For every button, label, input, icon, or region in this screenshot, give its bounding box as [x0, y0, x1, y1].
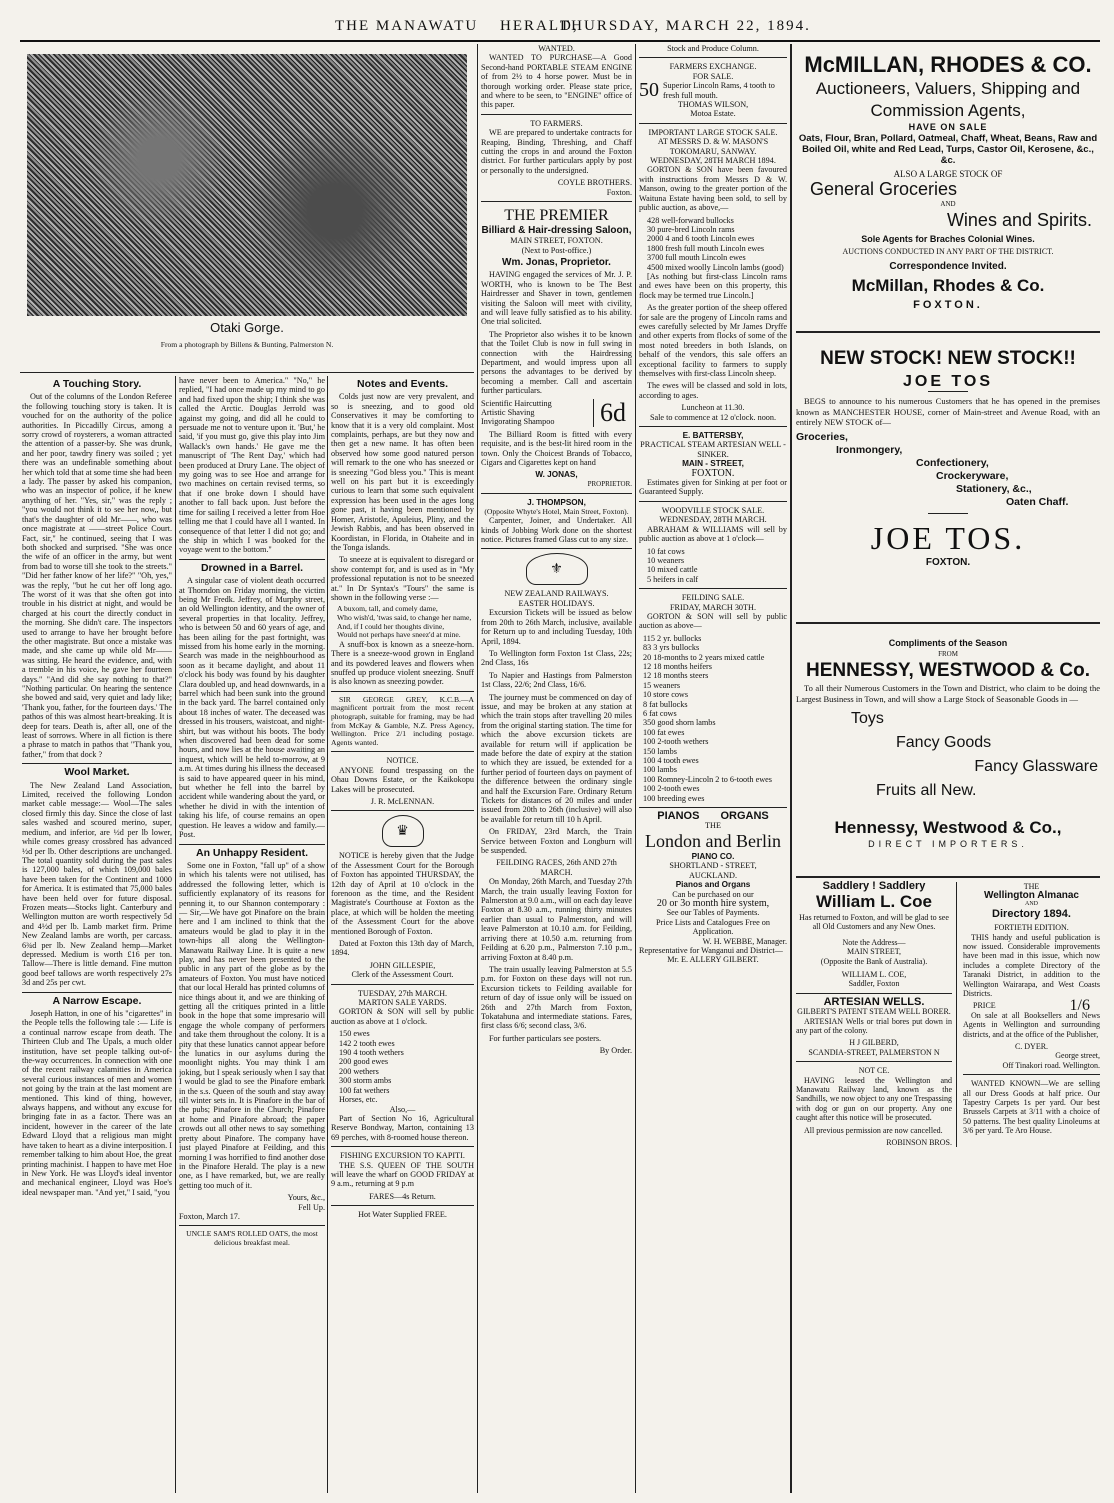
- premier-text-1: HAVING engaged the services of Mr. J. P. WORTH, who is known to be The Best Hairdresser and Shaver in town, gentlemen visiting the Saloon will meet with civility, and will leave fully satisfied as to his ability. One trial solicited.: [481, 270, 632, 327]
- excursion-heading: FISHING EXCURSION TO KAPITI.: [340, 1151, 465, 1161]
- service-list: [481, 399, 594, 427]
- feilding-date: FRIDAY, MARCH 30TH.: [670, 602, 756, 612]
- list-item: 10 store cows: [643, 690, 689, 700]
- list-item: 1800 fresh full mouth Lincoln ewes: [647, 243, 765, 253]
- feilding-heading: FEILDING SALE.: [681, 593, 745, 603]
- large-sale-classes: The ewes will be classed and sold in lots, according to ages.: [639, 381, 787, 400]
- coe-street: MAIN STREET,: [846, 947, 902, 957]
- letter-signer: Fell Up.: [298, 1202, 325, 1212]
- sandhills-notice: HAVING leased the Wellington and Manawatu Railway land, known as the Sandhills, we now object to any one Trespassing with dog or gun on our property. Any one caught after this notice will be prosecuted.: [796, 1075, 952, 1123]
- service-item: Artistic Shaving: [481, 408, 535, 417]
- large-sale-text: GORTON & SON have been favoured with instructions from Messrs D & W. Manson, owing to the greater portion of the Waituna Estate having been sold, to sell by public auction, as above,—: [639, 165, 787, 213]
- divider: [796, 622, 1100, 624]
- artesian-heading: ARTESIAN WELLS.: [823, 995, 925, 1008]
- list-item: 428 well-forward bullocks: [647, 215, 734, 225]
- masthead-date: THURSDAY, MARCH 22, 1894.: [560, 18, 811, 34]
- story-headline: A Touching Story.: [52, 378, 142, 390]
- fancy-glassware: Fancy Glassware: [974, 758, 1098, 775]
- notice-heading: NOT CE.: [858, 1066, 890, 1076]
- coat-of-arms-icon: ♛: [382, 815, 424, 847]
- verse-line: A buxom, tall, and comely dame,: [337, 604, 438, 614]
- railway-text-3: To Napier and Hastings from Palmerston 1st Class, 22/6; 2nd Class, 16/6.: [481, 670, 632, 690]
- list-item: 5 heifers in calf: [647, 574, 699, 584]
- letter-sign: Yours, &c.,: [287, 1193, 325, 1203]
- piano-lists: Price Lists and Catalogues Free on Application.: [656, 917, 770, 937]
- wanted-heading: WANTED.: [538, 44, 575, 53]
- railway-heading: NEW ZEALAND RAILWAYS.: [504, 589, 609, 599]
- divider: [481, 114, 632, 115]
- assessment-notice: NOTICE is hereby given that the Judge of the Assessment Court for the Borough of Foxton has appointed THURSDAY, the 12th day of April at 10 o'clock in the forenoon as the time, and the Resident Magistrate's Courthouse at Foxton as the place, at which will be holden the meeting of the Assessment Court for the above mentioned Borough of Foxton.: [331, 851, 474, 936]
- almanac-title: Wellington Almanac: [983, 889, 1079, 901]
- dyer-name: C. DYER.: [1014, 1042, 1049, 1051]
- gilberd-name: H J GILBERD,: [849, 1038, 899, 1048]
- coe-address-label: Note the Address—: [842, 937, 906, 947]
- list-item: 100 lambs: [643, 765, 677, 775]
- compliments: Compliments of the Season: [888, 638, 1008, 648]
- goods-item: Confectionery,: [916, 456, 989, 469]
- goods-item: Crockeryware,: [936, 469, 1009, 482]
- almanac-the: THE: [1023, 881, 1040, 891]
- trespass-notice: ANYONE found trespassing on the Ohau Downs Estate, or the Kaikokopu Lakes will be prosecuted.: [331, 765, 474, 794]
- list-item: 12 18 months heifers: [643, 661, 712, 671]
- divider: [179, 1225, 325, 1226]
- coe-name: William L. Coe: [815, 891, 933, 911]
- divider: [481, 493, 632, 494]
- sale-intro: GORTON & SON will sell by public auction as above at 1 o'clock.: [331, 1007, 474, 1026]
- notes-headline: Notes and Events.: [356, 378, 449, 390]
- large-sale-note: [As nothing but first-class Lincoln rams and ewes have been on this property, this flock may be termed true Lincoln.]: [639, 271, 787, 300]
- list-item: 100 2-tooth wethers: [643, 737, 709, 747]
- billiard-text: The Billiard Room is fitted with every requisite, and is the best-lit hired room in the town. Only the Choicest Brands of Tobacco, Cigars and Cigarettes kept on hand: [481, 429, 632, 468]
- correspondence: Correspondence Invited.: [889, 260, 1007, 272]
- from-label: FROM: [938, 649, 958, 658]
- assessment-date: Dated at Foxton this 13th day of March, 1894.: [331, 939, 474, 958]
- woodville-date: WEDNESDAY, 28TH MARCH.: [659, 515, 767, 525]
- piano-purchase: Can be purchased on our: [672, 889, 754, 899]
- photo-block: [20, 44, 474, 370]
- almanac-sale: On sale at all Booksellers and News Agents in Wellington and surrounding districts, and at the office of the Publisher,: [963, 1010, 1100, 1039]
- list-item: 100 4 tooth ewes: [643, 756, 699, 766]
- races-text-1: On Monday, 26th March, and Tuesday 27th March, the train usually leaving Foxton for Palmerston at 9.0 a.m., will on each day leave Foxton at 8.30 a.m., running thirty minutes earlier than usual to Palmerston, and will leave Palmerston at 10.10 a.m. for Feilding, arriving there at 10.50 a.m. returning from Feilding at 6.20 p.m., Palmerston 7.10 p.m., arriving Foxton at 8.40 p.m.: [481, 877, 632, 962]
- divider: [639, 123, 787, 124]
- list-item: 300 storm ambs: [339, 1076, 392, 1086]
- hennessy-title: HENNESSY, WESTWOOD & Co.: [806, 660, 1090, 681]
- joe-tos-text: BEGS to announce to his numerous Customers that he has opened in the premises known as MANCHESTER HOUSE, corner of Main-street and Avenue Road, with an entirely NEW STOCK of—: [796, 396, 1100, 427]
- almanac-and: AND: [1025, 901, 1038, 908]
- list-item: 10 fat cows: [647, 546, 685, 556]
- general-groceries: General Groceries: [810, 179, 958, 199]
- mcmillan-goods: Oats, Flour, Bran, Pollard, Oatmeal, Chaff, Wheat, Beans, Raw and Boiled Oil, white and Red Lead, Turps, Castor Oil, Kerosene, &c., &c.: [798, 132, 1098, 166]
- divider: [331, 691, 474, 692]
- auctions: AUCTIONS CONDUCTED IN ANY PART OF THE DISTRICT.: [842, 247, 1054, 256]
- robinson-signer: ROBINSON BROS.: [886, 1138, 952, 1148]
- piano-company: PIANO CO.: [691, 851, 735, 861]
- list-item: 100 Romney-Lincoln 2 to 6-tooth ewes: [643, 774, 772, 784]
- premier-location: (Next to Post-office.): [521, 245, 592, 255]
- divider: [796, 876, 1100, 878]
- piano-street: SHORTLAND - STREET,: [669, 861, 757, 871]
- list-item: 4500 mixed woolly Lincoln lambs (good): [647, 262, 784, 272]
- pianos-the: THE: [705, 821, 721, 831]
- feilding-list: [639, 634, 787, 803]
- woodville-text: ABRAHAM & WILLIAMS will sell by public auction as above at 1 o'clock—: [639, 524, 787, 544]
- hennessy-signature: Hennessy, Westwood & Co.,: [834, 818, 1062, 837]
- assessment-signer: JOHN GILLESPIE,: [369, 960, 436, 970]
- divider: [928, 513, 968, 514]
- list-item: Horses, etc.: [339, 1095, 378, 1105]
- woodville-heading: WOODVILLE STOCK SALE.: [661, 505, 765, 515]
- railway-signer: By Order.: [599, 1046, 632, 1056]
- divider: [639, 588, 787, 589]
- escape-headline: A Narrow Escape.: [52, 994, 142, 1007]
- column-3: [331, 376, 474, 1491]
- coe-bank: (Opposite the Bank of Australia).: [820, 956, 928, 966]
- column-4: [481, 44, 632, 1494]
- battersby-town: FOXTON.: [691, 467, 735, 479]
- joe-tos-signature: JOE TOS.: [870, 519, 1026, 556]
- coe-trade: Saddler, Foxton: [848, 979, 900, 989]
- fruits: Fruits all New.: [876, 782, 977, 799]
- bottom-ads: [796, 879, 1100, 1148]
- verse: [331, 605, 474, 639]
- feilding-text: GORTON & SON will sell by public auction as above—: [639, 611, 787, 631]
- divider: [331, 751, 474, 752]
- notes-text-1: Colds just now are very prevalent, and so is sneezing, and to good old Conservatives it may be comforting to know that it is a very old complaint. Most complaints, perhaps, are but they now and then get a new name. It has often been observed how some good natured person will remark to the one who has sneezed or is sneezing "God bless you." This is meant well on his part but it is exceedingly curious to learn that some such equivalent expression has been used in the ages long gone past, it having been mentioned by Homer, Aristotle, Apuleius, Pliny, and the Jewish Rabbis, and has been observed in Koordistan, in Florida, in Otaheite and in the Tonga islands.: [331, 392, 474, 552]
- large-sale-heading: IMPORTANT LARGE STOCK SALE.: [648, 127, 778, 137]
- battersby-street: MAIN - STREET,: [682, 459, 744, 469]
- list-item: 115 2 yr. bullocks: [643, 633, 702, 643]
- farmers-exchange: FARMERS EXCHANGE.: [669, 62, 757, 72]
- service-price: 6d: [600, 398, 626, 427]
- large-sale-date: WEDNESDAY, 28TH MARCH 1894.: [650, 156, 776, 166]
- assessment-clerk: Clerk of the Assessment Court.: [351, 970, 454, 980]
- races-text-3: For further particulars see posters.: [489, 1033, 602, 1043]
- list-item: 10 mixed cattle: [647, 565, 698, 575]
- list-item: 8 fat bullocks: [643, 699, 688, 709]
- divider: [331, 984, 474, 985]
- photo-rule: [20, 372, 474, 373]
- list-item: 15 weaners: [643, 680, 681, 690]
- story-continued: have never been to America." "No," he replied, "I had once made up my mind to go and had fixed upon the ship; I think she was called the Arctic. Douglas Jerrold was against my going, and did all he could to persuade me not to venture upon it. 'But,' he said, 'if you must go, give this play into Jim Wallack's own hands.' He gave me the manuscript of 'The Rent Day,' which had been produced at Drury Lane. The object of my going was to see Hoe and arrange for two machines on certain revised terms, so that if one broke down I should have another to fall back upon. Just before the time for sailing I received a letter from Hoe telling me that I could have all I wanted. In consequence of that letter I did not go; and the ship in which I was booked for the voyage went to the bottom.": [179, 376, 325, 555]
- battersby-text: Estimates given for Sinking at per foot or Guaranteed Supply.: [639, 478, 787, 497]
- divider: [481, 548, 632, 549]
- sale-venue: MARTON SALE YARDS.: [358, 998, 447, 1008]
- list-item: 142 2 tooth ewes: [339, 1038, 395, 1048]
- premier-title: THE PREMIER: [504, 207, 609, 225]
- gilberd-address: SCANDIA-STREET, PALMERSTON N: [808, 1047, 940, 1057]
- almanac-edition: FORTIETH EDITION.: [994, 923, 1069, 933]
- rams-count: 50: [639, 78, 659, 101]
- braches-wines: Sole Agents for Braches Colonial Wines.: [861, 233, 1035, 244]
- list-item: 30 pure-bred Lincoln rams: [647, 224, 735, 234]
- railway-text-4: The journey must be commenced on day of issue, and may be broken at any station at which the train stops after travelling 20 miles from the original starting station. The time for which the above excursion tickets are available for return will if application be made before the date of expiry at the station to which they are issued, be extended for a further period of fourteen days on payment of the difference between the ordinary single and half the Excursion Fare. Ordinary Return Tickets for distances of 20 miles and under issued from 20th to 26th (inclusive) will also be available for return till 10 h April.: [481, 692, 632, 824]
- divider: [639, 57, 787, 58]
- divider: [331, 1146, 474, 1147]
- mcmillan-services: Auctioneers, Valuers, Shipping and Commission Agents,: [815, 79, 1081, 120]
- section-sale: Part of Section No 16, Agricultural Reserve Bondway, Marton, containing 13 69 perches, with 8-roomed house thereon.: [331, 1113, 474, 1142]
- divider: [22, 763, 172, 764]
- mcmillan-title: McMILLAN, RHODES & CO.: [804, 52, 1092, 77]
- joe-tos-goods: [796, 431, 1100, 509]
- list-item: 6 fat cows: [643, 709, 677, 718]
- column-2: [179, 376, 325, 1491]
- almanac-directory: Directory 1894.: [992, 907, 1071, 920]
- rams-text: Superior Lincoln Rams, 4 tooth to fresh full mouth.: [663, 81, 775, 100]
- races-heading: FEILDING RACES, 26th AND 27th MARCH.: [496, 858, 617, 877]
- stock-heading: Stock and Produce Column.: [667, 44, 759, 53]
- unhappy-headline: An Unhappy Resident.: [195, 846, 308, 859]
- also-label: Also,—: [389, 1104, 416, 1114]
- jonas-title: PROPRIETOR.: [587, 479, 632, 488]
- premier-text-2: The Proprietor also wishes it to be known that the Toilet Club is now in full swing in connection with the Hairdressing Department, and would impress upon all persons the advantages to be derived by becoming a member. Call and ascertain further particulars.: [481, 329, 632, 396]
- verse-line: And, if I could her thoughts divine,: [337, 621, 445, 631]
- sale-list: [331, 1029, 474, 1104]
- wool-headline: Wool Market.: [64, 766, 130, 779]
- column-rule: [477, 44, 478, 1493]
- new-stock-banner: NEW STOCK! NEW STOCK!!: [820, 347, 1076, 369]
- list-item: 150 ewes: [339, 1029, 370, 1039]
- list-item: 12 18 months steers: [643, 671, 709, 681]
- railway-text-5: On FRIDAY, 23rd March, the Train Service between Foxton and Longburn will be suspended.: [481, 827, 632, 856]
- thompson-name: J. THOMPSON,: [527, 498, 586, 508]
- pianos-organs: Pianos and Organs: [675, 880, 751, 890]
- photo-credit: From a photograph by Billens & Bunting, Palmerston N.: [160, 340, 334, 349]
- coyle-signer: COYLE BROTHERS.: [557, 178, 632, 188]
- piano-tables: See our Tables of Payments.: [666, 908, 760, 918]
- premier-address: MAIN STREET, FOXTON.: [510, 236, 603, 246]
- wines-spirits: Wines and Spirits.: [946, 209, 1092, 230]
- column-5: [639, 44, 787, 1494]
- railway-text-1: Excursion Tickets will be issued as below from 20th to 26th March, inclusive, available for Return up to and including Tuesday, 10th April, 1894.: [481, 608, 632, 646]
- sandhills-cancel: All previous permission are now cancelled.: [804, 1125, 943, 1135]
- woodville-list: [639, 547, 787, 585]
- battersby-trade: PRACTICAL STEAM ARTESIAN WELL - SINKER.: [640, 440, 786, 459]
- goods-item: Ironmongery,: [836, 443, 903, 456]
- otaki-gorge-photo: [27, 54, 467, 316]
- and-label: AND: [940, 200, 956, 208]
- unhappy-text: Some one in Foxton, "fall up" of a show in which his talents were not utilised, has addressed the following letter, which is sufficiently explanatory of its reasons for penning it, to our Shannon contemporary :— Sir,—We have got Pinafore on the brain here and I am inclined to think that the amateurs would be glad to play it in the town-hips all along the Wellington-Manawatu Railway Line. It is quite a new play, and has never been presented to the public in any part of the globe as by the amateurs of Foxton. You must have noticed that our local Herald has printed columns of nice things about it, and we are thinking of getting all the critiques printed in a little book in the hope that some impresario will engage the whole company of performers and take them throughout the colony. It is a pity that these lunatics cannot appear before the lunatics in our asylums during the moonlight nights. You may think I am joking, but I speak seriously when I say that I would be glad to see the Pinafore embark in the s.s. Queen of the south and stay away till winter sets in. It is Pinafore in the bar of the pubs; Pinafore in the Church; Pinafore at home and Pinafore abroad; the paper crowds out all other news to say something pretty about Pinafore. The company have just played Pinafore at Feilding, and this morning I was horrified to find another dose in the Pinafore Herald. The play is a new one, as I have remarked, but, we are really getting too much of it.: [179, 860, 325, 1190]
- column-6: [796, 44, 1100, 1494]
- piano-rep-name: Mr. E. ALLERY GILBERT.: [667, 955, 759, 965]
- fancy-goods: Fancy Goods: [896, 734, 992, 751]
- joe-tos-heading: JOE TOS: [902, 372, 994, 390]
- column-rule: [790, 44, 792, 1493]
- dyer-street: George street,: [1055, 1051, 1100, 1061]
- list-item: 150 lambs: [643, 746, 677, 756]
- london-berlin: London and Berlin: [645, 830, 781, 851]
- divider: [796, 993, 952, 994]
- wilson-signer: THOMAS WILSON,: [677, 100, 749, 110]
- story-text: Out of the columns of the London Referee the following touching story is taken. It is vouched for on the authority of the police authorities. In Piccadilly Circus, among a sorry crowd of roysterers, a woman attracted the attention of a passer-by. She was drunk, and her poor, tawdry finery was soiled ; yet there was an undefinable something about her which told that at some time she had been a lady. The passer by asked his companion, who was an inspector of police, if he knew anything of her. "Yes, sir," was the reply ; "you would not think it to see her now,, but that's the daughter of old Mr——, who was once magistrate at ——street Police Court. Fact, sir," he continued, seeing that I was both shocked and surprised. "She was once the wife of an officer in the army, but went from bad to worse till she took to the streets." "Did her father know of her life?" "Oh, yes," was the reply, "but he cut her off long ago. The worst of it was that she often got into trouble in his district at night, and would be charged at his court the directly conduct in the morning. She didn't care. The inspectors used to arrange to have her brought before the other magistrate. But once a mistake was made, and she came up while old Mr—— was sitting. He heard the evidence, and, with a tremble in his voice, he gave her fourteen days." "And did she say nothing to that?" "Nothing particular. On hearing the sentence she bowed and said, very quiet and lady like; 'Thank you, father, for the fourteen days.' The pathos of this was almost heart-breaking. It is deep for tears. Death is, after all, one of the least of sorrows. Where in all fiction is there a phrase to match in pathos that "Thank you, father," from that dock ?: [22, 392, 172, 759]
- coe-signer: WILLIAM L. COE,: [841, 969, 907, 979]
- almanac-ad: [957, 882, 1100, 1148]
- list-item: 100 fat ewes: [643, 727, 685, 737]
- wilson-place: Motoa Estate.: [690, 109, 736, 119]
- coyle-place: Foxton.: [606, 187, 632, 197]
- battersby-name: E. BATTERSBY,: [682, 431, 744, 441]
- piano-manager: W. H. WEBBE, Manager.: [702, 936, 787, 946]
- divider: [639, 501, 787, 502]
- verse-line: Who wish'd, 'twas said, to change her name,: [337, 612, 472, 622]
- service-item: Invigorating Shampoo: [481, 417, 555, 427]
- goods-item: Groceries,: [796, 430, 848, 443]
- coe-text: Has returned to Foxton, and will be glad to see all Old Customers and any New Ones.: [799, 912, 949, 932]
- joe-tos-town: FOXTON.: [925, 556, 971, 568]
- list-item: 3700 full mouth Lincoln ewes: [647, 253, 746, 263]
- list-item: 200 wethers: [339, 1066, 379, 1076]
- list-item: 100 2-tooth ewes: [643, 784, 700, 794]
- saddlery-heading: Saddlery ! Saddlery: [822, 879, 926, 892]
- notes-text-2: To sneeze at is equivalent to disregard or show contempt for, and is used as in "My professional reputation is not to be sneezed at." In Dr Syntax's "Tours" the same is shown in the following verse :—: [331, 555, 474, 602]
- pianos-heading: PIANOS ORGANS: [657, 810, 769, 823]
- mcmillan-on-sale: HAVE ON SALE: [908, 122, 988, 132]
- wanted-ad: WANTED TO PURCHASE—A Good Second-hand PORTABLE STEAM ENGINE of from 2½ to 4 horse power. Must be in thorough working order. Please state price, and where to be seen, to "ENGINE" office of this paper.: [481, 53, 632, 110]
- toys: Toys: [851, 710, 884, 727]
- masthead: [20, 6, 1100, 42]
- notice-heading: NOTICE.: [386, 756, 419, 766]
- oats-ad: UNCLE SAM'S ROLLED OATS, the most delicious breakfast meal.: [186, 1229, 318, 1247]
- divider: [963, 1074, 1100, 1075]
- excursion-text: THE S.S. QUEEN OF THE SOUTH will leave the wharf on GOOD FRIDAY at 9 a.m., returning at 9 p.m: [331, 1160, 474, 1189]
- premier-proprietor: Wm. Jonas, Proprietor.: [502, 256, 611, 268]
- wool-text: The New Zealand Land Association, Limited, received the following London market cable message:— Wool—The sales closed firmly this day. Since the close of last sales washed and scoured merino, super, medium, and inferior, are ½d per lb lower, while comes greasy crossbred has advanced ½d per lb. Other descriptions are unchanged. The total quantity sold during the past sales is 127,000 bales, of which 109,000 bales have been taken for the Continent and 1000 for America. It is estimated that 75,000 bales have been held over for future disposal. Frozen meats—Stocks light. Canterbury and Wellington mutton are worth respectively 5d and 4½d per lb. Lamb market firm. Prime New Zealand lambs are worth, per carcass. 6¾d per lb. New Zealand hemp—Market depressed. Medium is worth £16 per ton. Tallow—There is little demand. Fine mutton good beef tallows are worth respectively 27s 3d and 25s per cwt.: [22, 780, 172, 988]
- railway-text-2: To Wellington form Foxton 1st Class, 22s; 2nd Class, 16s: [481, 648, 632, 668]
- direct-importers: DIRECT IMPORTERS.: [868, 839, 1028, 849]
- verse-line: Would not perhaps have sneez'd at mine.: [337, 630, 461, 640]
- masthead-title: THE MANAWATU: [335, 18, 479, 34]
- large-sale-list: [639, 216, 787, 272]
- piano-city: AUCKLAND.: [689, 870, 737, 880]
- list-item: 2000 4 and 6 tooth Lincoln ewes: [647, 234, 755, 244]
- list-item: 83 3 yrs bullocks: [643, 643, 700, 653]
- column-rule: [635, 44, 636, 1493]
- goods-item: Oaten Chaff.: [1006, 495, 1069, 508]
- farmers-ad: WE are prepared to undertake contracts for Reaping, Binding, Threshing, and Chaff cutting the crops in and around the Foxton district. For further particulars apply by post or personally to the undersigned.: [481, 128, 632, 175]
- column-rule: [327, 376, 328, 1493]
- list-item: 200 good ewes: [339, 1057, 389, 1067]
- list-item: 100 fat wethers: [339, 1085, 390, 1095]
- hot-water-ad: Hot Water Supplied FREE.: [358, 1210, 447, 1220]
- mcmillan-town: FOXTON.: [913, 299, 983, 311]
- coe-ad: [796, 879, 957, 1148]
- divider: [331, 810, 474, 811]
- divider: [481, 201, 632, 202]
- list-item: 190 4 tooth wethers: [339, 1048, 404, 1058]
- for-sale: FOR SALE.: [692, 71, 734, 81]
- rams-ad: [639, 78, 787, 101]
- sale-date: TUESDAY, 27th MARCH.: [357, 988, 448, 998]
- price-label: PRICE: [973, 1001, 996, 1011]
- artesian-text: ARTESIAN Wells or trial bores put down in any part of the colony.: [796, 1016, 952, 1035]
- large-sale-venue: AT MESSRS D. & W. MASON'S TOKOMARU, SANWAY.: [657, 137, 769, 156]
- artesian-subheading: GILBERT'S PATENT STEAM WELL BORER.: [797, 1007, 951, 1017]
- divider: [331, 1205, 474, 1206]
- divider: [796, 331, 1100, 333]
- piano-hire: 20 or 3o month hire system,: [656, 897, 770, 909]
- goods-item: Stationery, &c.,: [956, 482, 1032, 495]
- price-value: 1/6: [1069, 997, 1090, 1015]
- divider: [639, 807, 787, 808]
- races-text-2: The train usually leaving Palmerston at 5.5 p.m. for Foxton on these days will not run. Excursion tickets to Feilding available for return of day of issue only will be issued on 26th and 27th March from Foxton, Tokatahuna and intermediate stations. Fares, first class 6/6; second class, 3/6.: [481, 964, 632, 1031]
- drowned-text: A singular case of violent death occurred at Thorndon on Friday morning, the victim being Mr Fredk. Jeffrey, of Murphy street, an old Wellington identity, and the owner of several properties in that locality. Jeffrey, who is between 50 and 60 years of age, and has been ailing for the past fortnight, was missed from his home early in the morning. Search was made in the neighbourhood as soon as it became daylight, and about 11 o'clock his body was found by his daughter Clara doubled up, and head downwards, in a barrel which had been sunk into the ground in the back yard. The barrel contained only about 18 inches of water. The deceased was dressed in his trousers, waistcoat, and night-shirt, but was without his boots. The body when discovered had been dead for some hours, and now lies at the house awaiting an inquest, which will be held to-morrow, at 9 a.m. At times during his illness the deceased is said to have appeared queer in his mind, but whether he fell into the barrel by accident while wandering about the yard, or whether he divid in with the intention of taking his life, of course remains an open question. He leaves a widow and family.—Post.: [179, 576, 325, 840]
- masthead-paper: HERALD,: [500, 18, 579, 34]
- thompson-text: Carpenter, Joiner, and Undertaker. All kinds of Jobbing Work done on the shortest notice. Pictures framed Glass cut to any size.: [481, 516, 632, 545]
- divider: [639, 426, 787, 427]
- notice-signer: J. R. McLENNAN.: [370, 796, 435, 806]
- list-item: 20 18-months to 2 years mixed cattle: [643, 652, 765, 662]
- dyer-road: Off Tinakori road. Wellington.: [1002, 1060, 1100, 1070]
- mcmillan-signature: McMillan, Rhodes & Co.: [851, 276, 1045, 295]
- escape-text: Joseph Hatton, in one of his "cigarettes" in the People tells the following tale :— Life is a continual narrow escape from death. The Thirteen Club and The Upals, a much older institution, have set people talking out-of-the-way occurrences. In connection with one of the recent railway calamities in America several curious instances of men and women not going by the train at the last moment are mentioned. This kind of thing, however, always happens, and without any excuse for bringing fate in as a factor. There was an incident, however in the career of the late Edward Lloyd that a religious man might have taken to heart as a divine interposition. I remember talking to him about Hoe, the great printing machinist. I happen to have met Hoe in New York. He was Lloyd's ideal inventor and mechanical engineer, Lloyd was Hoe's ideal newspaper man. "And yet," I said, "you: [22, 1009, 172, 1197]
- te-aro-ad: WANTED KNOWN—We are selling all our Dress Goods at half price. Our Tapestry Carpets 1s per yard. Our best Brussels Carpets at 3/11 with a choice of 50 patterns. The best quality Linoleums at 3/6 per yard. Te Aro House.: [963, 1079, 1100, 1136]
- service-item: Scientific Haircutting: [481, 398, 552, 408]
- divider: [796, 1061, 952, 1062]
- premier-subtitle: Billiard & Hair-dressing Saloon,: [481, 225, 632, 237]
- photo-title: Otaki Gorge.: [210, 320, 284, 335]
- almanac-price: [963, 997, 1100, 1015]
- list-item: 350 good shorn lambs: [643, 718, 716, 728]
- large-sale-detail: As the greater portion of the sheep offered for sale are the progeny of Lincoln rams and ewes carefully selected by Mr James Dryffe and other experts from flocks of some of the most noted breeders in both Islands, on behalf of the vendors, this sale offers an exceptional facility to farmers to supply themselves with first-class Lincoln sheep.: [639, 303, 787, 378]
- railway-subheading: EASTER HOLIDAYS.: [518, 598, 595, 608]
- sale-start: Sale to commence at 12 o'clock. noon.: [649, 412, 777, 422]
- column-rule: [175, 376, 176, 1493]
- divider: [928, 391, 968, 392]
- list-item: 100 breeding ewes: [643, 793, 705, 803]
- divider: [22, 992, 172, 993]
- column-1: [22, 376, 172, 1491]
- luncheon: Luncheon at 11.30.: [681, 403, 745, 413]
- almanac-text: THIS handy and useful publication is now issued. Considerable improvements have been mad in this issue, which now includes a complete Directory of the Taranaki District, in addition to the Wellington Wairarapa, and West Coasts Districts.: [963, 932, 1100, 998]
- drowned-headline: Drowned in a Barrel.: [200, 561, 304, 574]
- divider: [179, 844, 325, 845]
- notes-text-3: A snuff-box is known as a sneeze-horn. There is a sneeze-wood grown in England and its powdered leaves and flowers when snuffed up produce violent sneezing. Snuff is also known as sneezing powder.: [331, 639, 474, 687]
- excursion-fares: FARES—4s Return.: [369, 1191, 436, 1201]
- grey-portrait-ad: SIR GEORGE GREY, K.C.B.—A magnificent portrait from the most recent photograph, suitable for framing, may be had from McKay & Gamble, N.Z. Press Agency, Wellington. Price 2/1 including postage. Agents wanted.: [331, 694, 474, 747]
- divider: [179, 559, 325, 560]
- shampoo-prices: [481, 399, 632, 427]
- piano-representative: Representative for Wanganui and District—: [639, 945, 783, 955]
- thompson-address: (Opposite Whyte's Hotel, Main Street, Foxton).: [484, 506, 629, 516]
- mcmillan-also: ALSO A LARGE STOCK OF: [893, 168, 1003, 179]
- letter-date: Foxton, March 17.: [179, 1211, 240, 1221]
- hennessy-text: To all their Numerous Customers in the Town and District, who claim to be doing the Largest Business in Town, and will show a Large Stock of Seasonable Goods in —: [796, 683, 1100, 704]
- list-item: 10 weaners: [647, 555, 685, 565]
- farmers-heading: TO FARMERS.: [530, 118, 583, 128]
- railway-crest-icon: ⚜: [526, 553, 588, 585]
- jonas-signer: W. JONAS,: [535, 470, 578, 480]
